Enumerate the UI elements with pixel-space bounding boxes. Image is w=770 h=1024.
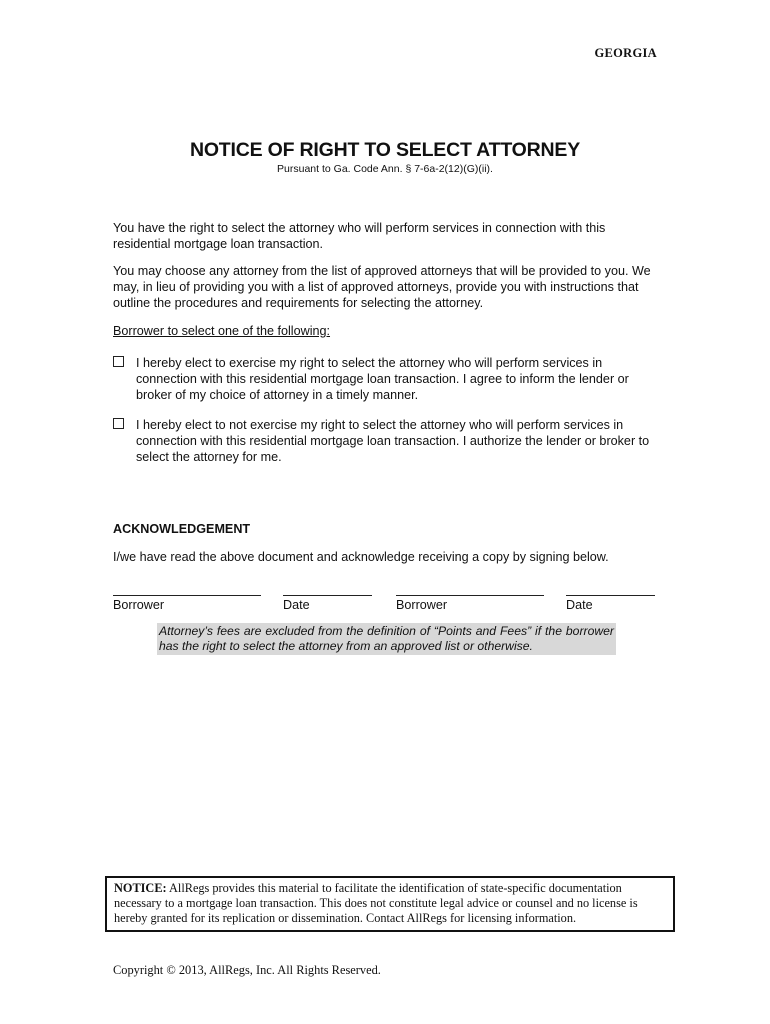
paragraph-approved-list: You may choose any attorney from the list of approved attorneys that will be provided to you. We may, in lieu of providing you with a list of approved attorneys, provide you with instructions that outline the procedures and requirements for selecting the attorney. bbox=[113, 264, 651, 310]
borrower-1-signature-line[interactable] bbox=[113, 595, 261, 596]
borrower-2-signature-line[interactable] bbox=[396, 595, 544, 596]
borrower-1-label: Borrower bbox=[113, 598, 165, 612]
date-2-signature-line[interactable] bbox=[566, 595, 655, 596]
option-not-exercise-text: I hereby elect to not exercise my right to select the attorney who will perform services in connection with this residential mortgage loan transaction. I authorize the lender or broker to select the attorney for me. bbox=[136, 418, 650, 464]
state-label: GEORGIA bbox=[594, 46, 657, 60]
notice-label: NOTICE: bbox=[114, 881, 167, 895]
option-exercise-right bbox=[113, 355, 658, 403]
option-exercise-checkbox[interactable] bbox=[113, 356, 124, 367]
acknowledgement-text: I/we have read the above document and acknowledge receiving a copy by signing below. bbox=[113, 550, 609, 564]
borrower-2-label: Borrower bbox=[396, 598, 448, 612]
date-2-label: Date bbox=[566, 598, 593, 612]
selection-instruction: Borrower to select one of the following: bbox=[113, 324, 331, 338]
acknowledgement-heading: ACKNOWLEDGEMENT bbox=[113, 522, 251, 536]
notice-text: AllRegs provides this material to facilitate the identification of state-specific documentation necessary to a mortgage loan transaction. This does not constitute legal advice or counsel and no license is hereby granted for its replication or dissemination. Contact AllRegs for licensing information. bbox=[114, 881, 638, 925]
date-1-signature-line[interactable] bbox=[283, 595, 372, 596]
copyright: Copyright © 2013, AllRegs, Inc. All Rights Reserved. bbox=[113, 963, 381, 977]
option-not-exercise-right bbox=[113, 417, 658, 465]
statute-citation: Pursuant to Ga. Code Ann. § 7-6a-2(12)(G)(ii). bbox=[277, 163, 493, 175]
attorney-fees-note: Attorney’s fees are excluded from the definition of “Points and Fees” if the borrower has the right to select the attorney from an approved list or otherwise. bbox=[159, 624, 614, 653]
paragraph-right-to-select: You have the right to select the attorney who will perform services in connection with this residential mortgage loan transaction. bbox=[113, 221, 606, 251]
notice-box bbox=[105, 876, 675, 932]
option-exercise-text: I hereby elect to exercise my right to select the attorney who will perform services in connection with this residential mortgage loan transaction. I agree to inform the lender or broker of my choice of attorney in a timely manner. bbox=[136, 356, 629, 402]
date-1-label: Date bbox=[283, 598, 310, 612]
option-not-exercise-checkbox[interactable] bbox=[113, 418, 124, 429]
page-title: NOTICE OF RIGHT TO SELECT ATTORNEY bbox=[189, 139, 581, 161]
